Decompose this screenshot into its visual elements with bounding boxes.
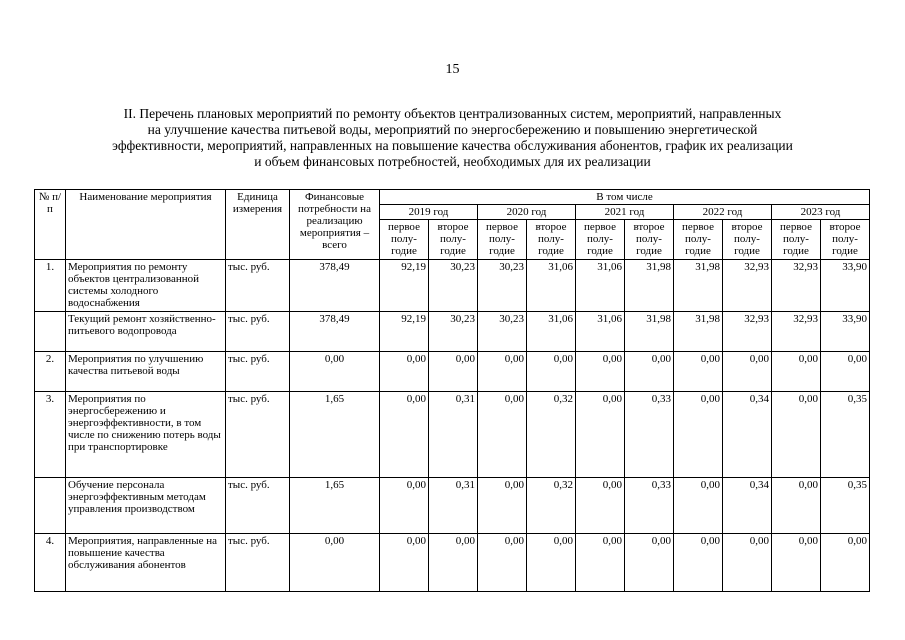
page-number: 15 (445, 62, 460, 77)
header-half-first: первое полу-годие (576, 220, 625, 260)
header-half-first: первое полу-годие (478, 220, 527, 260)
row-value: 31,06 (527, 260, 576, 312)
header-half-second: второе полу-годие (625, 220, 674, 260)
row-value: 31,06 (527, 312, 576, 352)
row-value: 0,00 (772, 534, 821, 592)
header-year: 2023 год (772, 205, 870, 220)
row-name: Текущий ремонт хозяйственно-питьевого водопровода (66, 312, 226, 352)
row-num: 2. (35, 352, 66, 392)
row-num (35, 312, 66, 352)
row-value: 0,32 (527, 392, 576, 478)
row-value: 0,00 (723, 534, 772, 592)
header-half-first: первое полу-годие (772, 220, 821, 260)
row-unit: тыс. руб. (226, 534, 290, 592)
row-value: 0,34 (723, 392, 772, 478)
row-value: 0,00 (478, 478, 527, 534)
row-value: 0,00 (527, 352, 576, 392)
row-value: 0,00 (478, 352, 527, 392)
row-num: 4. (35, 534, 66, 592)
row-value: 0,33 (625, 392, 674, 478)
row-value: 0,00 (576, 534, 625, 592)
row-value: 0,00 (821, 352, 870, 392)
row-value: 0,00 (380, 534, 429, 592)
row-value: 0,00 (674, 392, 723, 478)
header-including: В том числе (380, 190, 870, 205)
table-row (35, 352, 870, 392)
row-value: 0,00 (723, 352, 772, 392)
row-value: 0,00 (478, 392, 527, 478)
header-year: 2019 год (380, 205, 478, 220)
row-num: 1. (35, 260, 66, 312)
row-value: 92,19 (380, 312, 429, 352)
row-value: 0,00 (527, 534, 576, 592)
row-value: 0,00 (478, 534, 527, 592)
row-value: 0,33 (625, 478, 674, 534)
row-value: 0,00 (576, 478, 625, 534)
row-name: Обучение персонала энергоэффективным методам управления производством (66, 478, 226, 534)
row-total: 378,49 (290, 312, 380, 352)
row-unit: тыс. руб. (226, 352, 290, 392)
row-unit: тыс. руб. (226, 260, 290, 312)
title-line: на улучшение качества питьевой воды, мероприятий по энергосбережению и повышению энергетической (147, 122, 758, 137)
row-value: 0,00 (772, 352, 821, 392)
row-value: 0,00 (821, 534, 870, 592)
row-name: Мероприятия по улучшению качества питьевой воды (66, 352, 226, 392)
row-name: Мероприятия по энергосбережению и энергоэффективности, в том числе по снижению потерь воды при транспортировке (66, 392, 226, 478)
row-value: 0,00 (576, 352, 625, 392)
row-value: 31,98 (625, 260, 674, 312)
row-value: 31,06 (576, 260, 625, 312)
header-year: 2020 год (478, 205, 576, 220)
row-value: 31,98 (674, 312, 723, 352)
header-half-first: первое полу-годие (380, 220, 429, 260)
table-row (35, 478, 870, 534)
row-value: 92,19 (380, 260, 429, 312)
row-value: 0,00 (674, 478, 723, 534)
row-value: 0,00 (576, 392, 625, 478)
row-total: 0,00 (290, 352, 380, 392)
row-value: 0,00 (772, 392, 821, 478)
row-value: 0,31 (429, 392, 478, 478)
header-half-second: второе полу-годие (429, 220, 478, 260)
row-value: 0,00 (429, 352, 478, 392)
header-year: 2021 год (576, 205, 674, 220)
row-value: 32,93 (723, 312, 772, 352)
header-num: № п/п (35, 190, 66, 260)
row-value: 32,93 (772, 260, 821, 312)
header-half-second: второе полу-годие (821, 220, 870, 260)
row-value: 0,34 (723, 478, 772, 534)
row-value: 0,35 (821, 392, 870, 478)
row-value: 0,31 (429, 478, 478, 534)
title-line: и объем финансовых потребностей, необходимых для их реализации (254, 154, 651, 169)
header-unit: Единица измерения (226, 190, 290, 260)
row-total: 378,49 (290, 260, 380, 312)
row-value: 0,00 (674, 352, 723, 392)
title-line: II. Перечень плановых мероприятий по ремонту объектов централизованных систем, мероприятий, направленных (123, 106, 782, 121)
table-row (35, 312, 870, 352)
row-value: 33,90 (821, 312, 870, 352)
row-unit: тыс. руб. (226, 392, 290, 478)
header-half-first: первое полу-годие (674, 220, 723, 260)
header-year: 2022 год (674, 205, 772, 220)
row-total: 0,00 (290, 534, 380, 592)
row-total: 1,65 (290, 478, 380, 534)
row-value: 31,98 (625, 312, 674, 352)
row-value: 30,23 (478, 260, 527, 312)
row-value: 0,32 (527, 478, 576, 534)
row-value: 32,93 (772, 312, 821, 352)
row-num (35, 478, 66, 534)
row-value: 0,00 (625, 534, 674, 592)
header-half-second: второе полу-годие (723, 220, 772, 260)
header-half-second: второе полу-годие (527, 220, 576, 260)
row-value: 30,23 (429, 260, 478, 312)
row-name: Мероприятия по ремонту объектов централизованной системы холодного водоснабжения (66, 260, 226, 312)
row-value: 32,93 (723, 260, 772, 312)
row-value: 31,98 (674, 260, 723, 312)
row-value: 33,90 (821, 260, 870, 312)
header-finance: Финансовые потребности на реализацию мероприятия – всего (290, 190, 380, 260)
row-value: 30,23 (429, 312, 478, 352)
row-value: 31,06 (576, 312, 625, 352)
row-value: 0,00 (429, 534, 478, 592)
row-unit: тыс. руб. (226, 478, 290, 534)
header-name: Наименование мероприятия (66, 190, 226, 260)
row-value: 0,00 (772, 478, 821, 534)
row-total: 1,65 (290, 392, 380, 478)
row-unit: тыс. руб. (226, 312, 290, 352)
table-row (35, 260, 870, 312)
row-value: 0,00 (380, 352, 429, 392)
table-row (35, 534, 870, 592)
row-num: 3. (35, 392, 66, 478)
row-value: 0,00 (674, 534, 723, 592)
row-name: Мероприятия, направленные на повышение качества обслуживания абонентов (66, 534, 226, 592)
row-value: 30,23 (478, 312, 527, 352)
row-value: 0,00 (625, 352, 674, 392)
measures-table (34, 189, 870, 592)
document-title (50, 106, 855, 170)
row-value: 0,00 (380, 392, 429, 478)
title-line: эффективности, мероприятий, направленных на повышение качества обслуживания абонентов, график их реализации (112, 138, 793, 153)
row-value: 0,00 (380, 478, 429, 534)
table-row (35, 392, 870, 478)
row-value: 0,35 (821, 478, 870, 534)
